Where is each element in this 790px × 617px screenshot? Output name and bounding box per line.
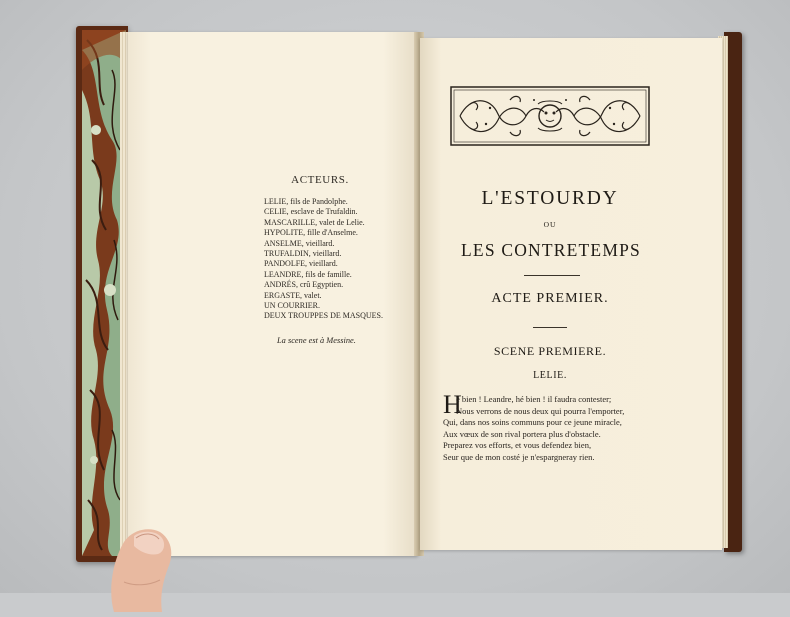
verse-line: Aux vœux de son rival portera plus d'obstacle. bbox=[443, 428, 601, 439]
cast-entry: UN COURRIER. bbox=[264, 301, 321, 311]
title-rule bbox=[524, 275, 580, 276]
cast-entry: MASCARILLE, valet de Lelie. bbox=[264, 217, 365, 227]
speaker-name: LELIE. bbox=[533, 370, 567, 381]
scene-heading: SCENE PREMIERE. bbox=[493, 344, 607, 358]
cast-entry: ANDRÉS, crû Egyptien. bbox=[264, 280, 344, 290]
cast-entry: LEANDRE, fils de famille. bbox=[264, 269, 352, 279]
verse-line: Qui, dans nos soins communs pour ce jeune miracle, bbox=[443, 417, 622, 428]
ornamental-headpiece bbox=[450, 86, 650, 146]
play-title: L'ESTOURDY bbox=[481, 188, 619, 209]
title-conjunction: OU bbox=[543, 220, 557, 229]
cast-entry: ERGASTE, valet. bbox=[264, 290, 322, 300]
verse-text bbox=[443, 390, 625, 464]
cast-entry: ANSELME, vieillard. bbox=[264, 238, 335, 248]
holding-thumb bbox=[104, 522, 176, 612]
cast-entry: DEUX TROUPPES DE MASQUES. bbox=[264, 311, 383, 321]
cast-entry: HYPOLITE, fille d'Anselme. bbox=[264, 228, 358, 238]
cast-entry: CELIE, esclave de Trufaldin. bbox=[264, 207, 358, 217]
cast-entry: LELIE, fils de Pandolphe. bbox=[264, 197, 348, 206]
verse-line: é bien ! Leandre, hé bien ! il faudra contester; bbox=[456, 394, 612, 404]
act-rule bbox=[533, 327, 567, 328]
play-subtitle: LES CONTRETEMPS bbox=[461, 240, 641, 260]
verse-line: Nous verrons de nous deux qui pourra l'emporter, bbox=[456, 405, 625, 416]
verse-line: Seur que de mon costé je n'espargneray rien. bbox=[443, 451, 595, 462]
cast-title: ACTEURS. bbox=[291, 174, 349, 186]
drop-cap: H bbox=[443, 390, 462, 419]
cast-entry: PANDOLFE, vieillard. bbox=[264, 259, 338, 269]
setting-note: La scene est à Messine. bbox=[277, 336, 356, 345]
cast-list bbox=[264, 197, 383, 322]
act-heading: ACTE PREMIER. bbox=[491, 291, 609, 306]
verse-line: Preparez vos efforts, et vous defendez bien, bbox=[443, 440, 592, 451]
cast-entry: TRUFALDIN, vieillard. bbox=[264, 249, 342, 259]
